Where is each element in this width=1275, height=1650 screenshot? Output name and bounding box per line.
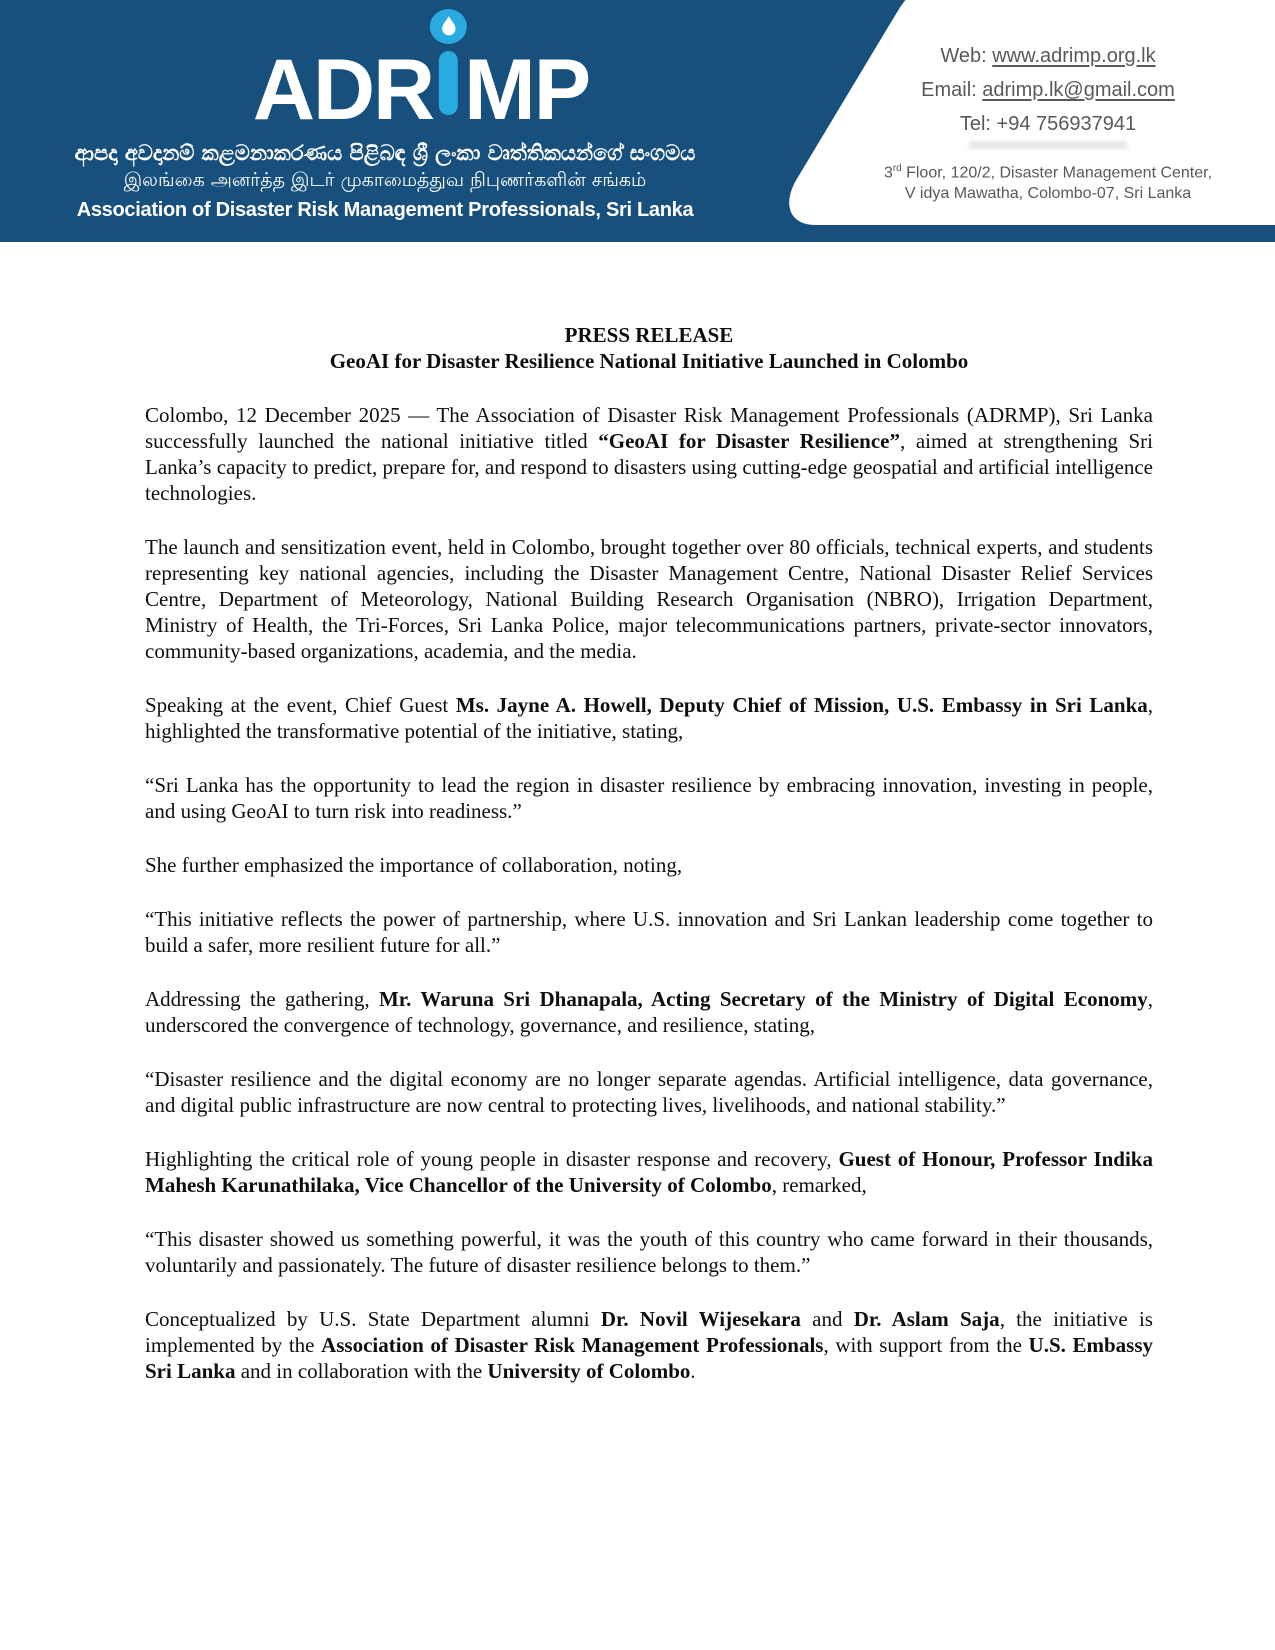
email-label: Email:	[921, 79, 983, 101]
address-line-2: V idya Mawatha, Colombo-07, Sri Lanka	[904, 185, 1192, 203]
quote-paragraph: “This initiative reflects the power of partnership, where U.S. innovation and Sri Lankan leadership come together to build a safer, more resilient future for all.”	[145, 907, 1153, 957]
quote-paragraph: “Sri Lanka has the opportunity to lead the region in disaster resilience by embracing innovation, investing in people, and using GeoAI to turn risk into readiness.”	[145, 773, 1153, 823]
logo-letters-mp: MP	[464, 42, 590, 138]
logo-i-stem	[439, 51, 458, 115]
logo-letter-i	[439, 51, 458, 115]
faded-text-remnant	[968, 141, 1128, 149]
address-line-1: 3rd Floor, 120/2, Disaster Management Center,	[883, 163, 1213, 182]
contact-info	[828, 0, 1268, 204]
body-paragraph: She further emphasized the importance of collaboration, noting,	[145, 853, 683, 877]
water-drop-icon	[430, 9, 467, 44]
tel-value: +94 756937941	[996, 113, 1137, 135]
press-release-heading: PRESS RELEASE	[564, 323, 734, 347]
brand-block	[0, 0, 770, 242]
web-label: Web:	[940, 45, 993, 67]
website-link[interactable]: www.adrimp.org.lk	[992, 45, 1156, 67]
body-paragraph: Colombo, 12 December 2025 — The Association of Disaster Risk Management Professionals (ADRMP), Sri Lanka successfully launched the national initiative titled “GeoAI for Disaster Resilience”, aimed at strengthening Sri Lanka’s capacity to predict, prepare for, and respond to disasters using cutting-edge geospatial and artificial intelligence technologies.	[145, 403, 1153, 505]
body-paragraph: Speaking at the event, Chief Guest Ms. Jayne A. Howell, Deputy Chief of Mission, U.S. Embassy in Sri Lanka, highlighted the transformative potential of the initiative, stating,	[145, 693, 1153, 743]
logo-letters-ad: AD	[252, 42, 374, 138]
contact-tel-line	[828, 113, 1268, 135]
body-paragraph: Conceptualized by U.S. State Department alumni Dr. Novil Wijesekara and Dr. Aslam Saja, the initiative is implemented by the Association of Disaster Risk Management Professionals, with support from the U.S. Embassy Sri Lanka and in collaboration with the University of Colombo.	[145, 1307, 1153, 1383]
quote-paragraph: “This disaster showed us something powerful, it was the youth of this country who came forward in their thousands, voluntarily and passionately. The future of disaster resilience belongs to them.”	[145, 1227, 1153, 1277]
org-name-tamil: இலங்கை அனர்த்த இடர் முகாமைத்துவ நிபுணர்களின் சங்கம்	[123, 169, 647, 191]
contact-email-line	[828, 79, 1268, 101]
press-release-subheading: GeoAI for Disaster Resilience National Initiative Launched in Colombo	[329, 349, 969, 373]
logo-letter-r: R	[373, 42, 434, 138]
body-paragraph: The launch and sensitization event, held in Colombo, brought together over 80 officials, technical experts, and students representing key national agencies, including the Disaster Management Centre, National Disaster Relief Services Centre, Department of Meteorology, National Building Research Organisation (NBRO), Irrigation Department, Ministry of Health, the Tri-Forces, Sri Lanka Police, major telecommunications partners, private-sector innovators, community-based organizations, academia, and the media.	[145, 535, 1153, 663]
contact-web-line	[828, 45, 1268, 67]
tel-label: Tel:	[959, 113, 997, 135]
org-name-english: Association of Disaster Risk Management Professionals, Sri Lanka	[76, 199, 694, 221]
org-name-sinhala: ආපදා අවදානම් කළමනාකරණය පිළිබඳ ශ්‍රී ලංකා වෘත්තිකයන්ගේ සංගමය	[74, 141, 696, 165]
contact-address	[828, 158, 1268, 204]
letterhead	[0, 0, 1275, 242]
quote-paragraph: “Disaster resilience and the digital economy are no longer separate agendas. Artificial intelligence, data governance, and digital public infrastructure are now central to protecting lives, livelihoods, and national stability.”	[145, 1067, 1153, 1117]
body-paragraph: Highlighting the critical role of young people in disaster response and recovery, Guest of Honour, Professor Indika Mahesh Karunathilaka, Vice Chancellor of the University of Colombo, remarked,	[145, 1147, 1153, 1197]
document-body	[145, 322, 1153, 1384]
document-heading	[145, 322, 1153, 374]
body-paragraph: Addressing the gathering, Mr. Waruna Sri Dhanapala, Acting Secretary of the Ministry of Digital Economy, underscored the convergence of technology, governance, and resilience, stating,	[145, 987, 1153, 1037]
email-link[interactable]: adrimp.lk@gmail.com	[982, 79, 1175, 101]
adrimp-logo	[252, 42, 590, 138]
